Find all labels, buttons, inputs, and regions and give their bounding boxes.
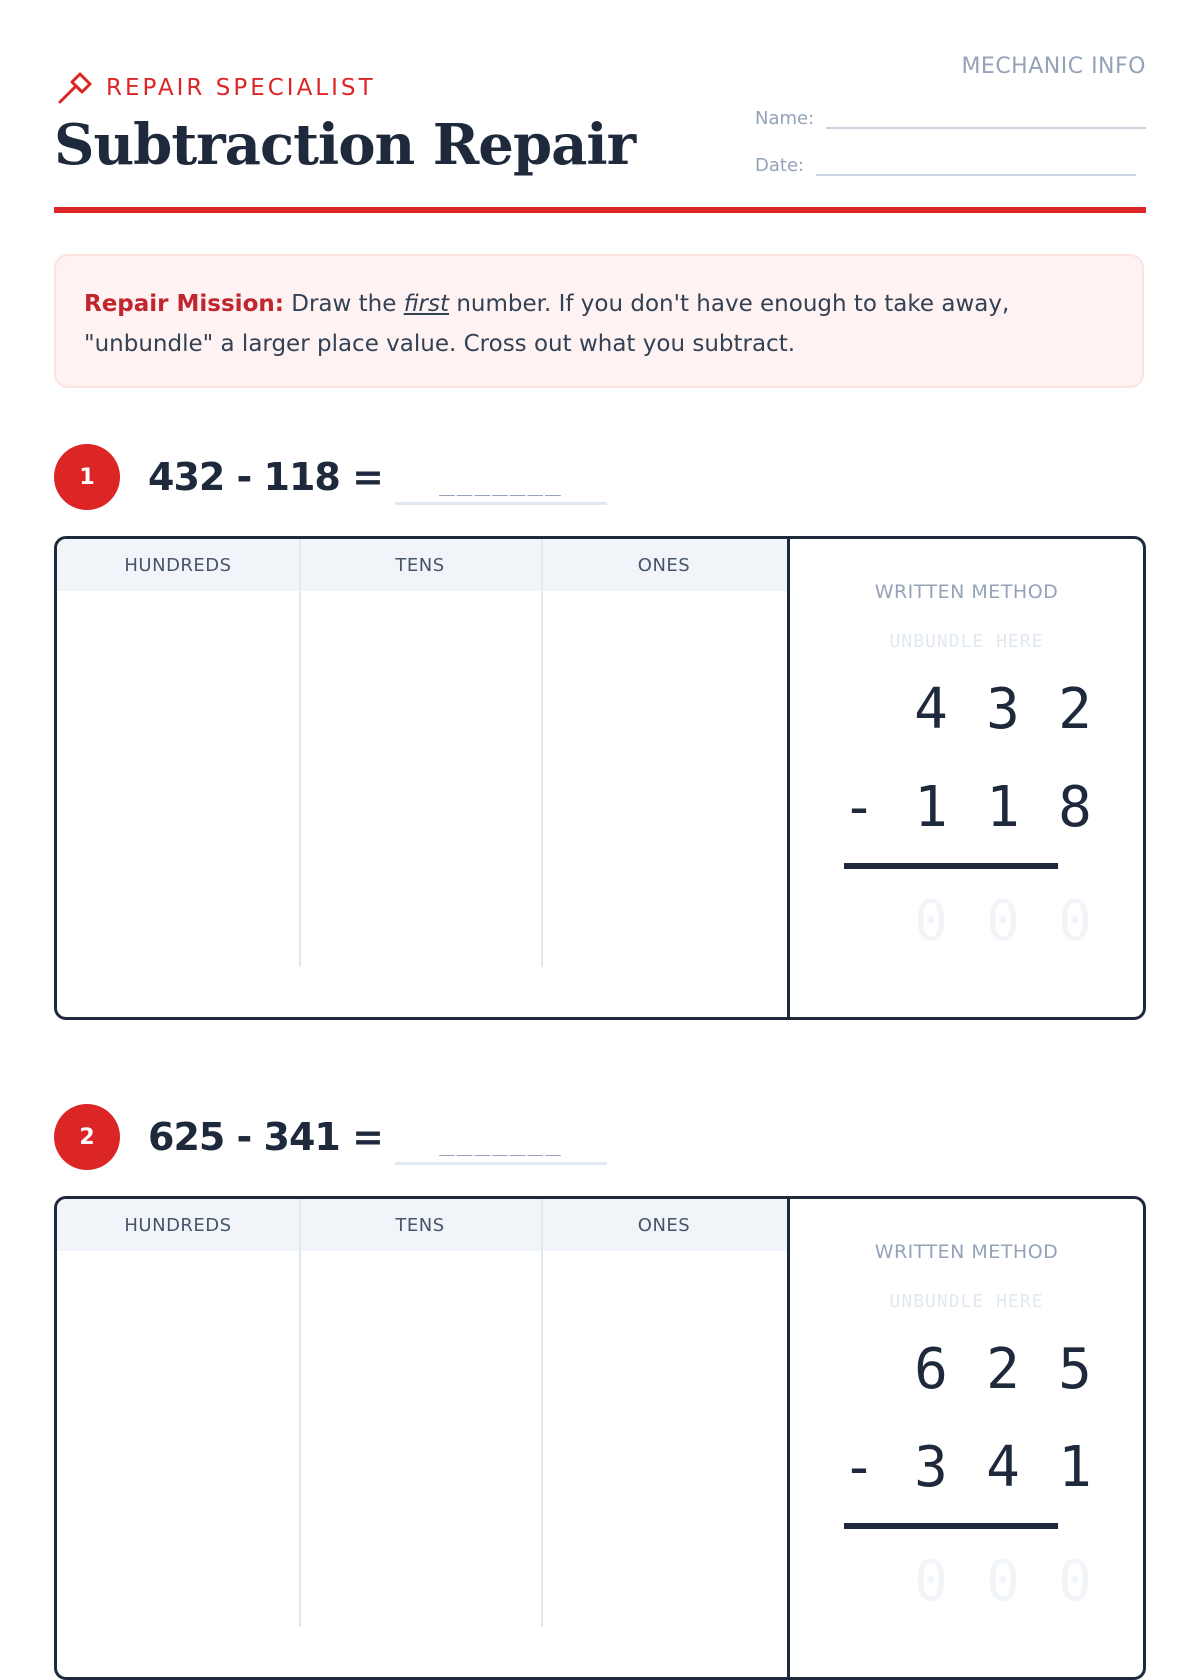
hammer-icon bbox=[54, 68, 94, 108]
result-placeholder-ones[interactable]: 0 bbox=[1058, 889, 1092, 954]
column-divider bbox=[541, 1199, 543, 1627]
brand bbox=[54, 68, 376, 108]
written-method-label: WRITTEN METHOD bbox=[874, 581, 1059, 603]
mission-text-after: number. If you don't have enough to take away, "unbundle" a larger place value. Cross out what you subtract. bbox=[84, 291, 1010, 357]
column-divider bbox=[541, 539, 543, 967]
column-header-tens: TENS bbox=[395, 1214, 445, 1236]
date-input-line[interactable] bbox=[816, 152, 1136, 176]
column-header-tens: TENS bbox=[395, 554, 445, 576]
minus-sign: - bbox=[842, 775, 876, 840]
bottom-digit-tens: 4 bbox=[986, 1435, 1020, 1500]
top-digit-ones: 5 bbox=[1058, 1337, 1092, 1402]
work-box bbox=[54, 1196, 1146, 1680]
unbundle-here-label: UNBUNDLE HERE bbox=[889, 631, 1044, 652]
place-value-chart[interactable] bbox=[57, 539, 790, 1017]
page-title: Subtraction Repair bbox=[54, 112, 636, 178]
mission-label: Repair Mission: bbox=[84, 291, 284, 317]
result-placeholder-tens[interactable]: 0 bbox=[986, 1549, 1020, 1614]
brand-label: REPAIR SPECIALIST bbox=[106, 75, 376, 101]
bottom-digit-hundreds: 3 bbox=[914, 1435, 948, 1500]
result-placeholder-hundreds[interactable]: 0 bbox=[914, 1549, 948, 1614]
name-input-line[interactable] bbox=[826, 105, 1146, 129]
work-box bbox=[54, 536, 1146, 1020]
mechanic-info-title: MECHANIC INFO bbox=[961, 54, 1146, 79]
top-digit-tens: 2 bbox=[986, 1337, 1020, 1402]
sum-line bbox=[844, 1523, 1058, 1529]
mission-text-before: Draw the bbox=[283, 291, 404, 317]
problem-number-badge: 1 bbox=[54, 444, 120, 510]
unbundle-here-label: UNBUNDLE HERE bbox=[889, 1291, 1044, 1312]
sum-line bbox=[844, 863, 1058, 869]
problem-header bbox=[54, 444, 607, 510]
chart-header bbox=[57, 1199, 787, 1251]
answer-blank[interactable]: _______ bbox=[395, 462, 607, 505]
answer-blank[interactable]: _______ bbox=[395, 1122, 607, 1165]
place-value-chart[interactable] bbox=[57, 1199, 790, 1677]
result-placeholder-ones[interactable]: 0 bbox=[1058, 1549, 1092, 1614]
name-label: Name: bbox=[755, 108, 815, 129]
top-digit-tens: 3 bbox=[986, 677, 1020, 742]
top-digit-hundreds: 6 bbox=[914, 1337, 948, 1402]
column-header-ones: ONES bbox=[637, 554, 691, 576]
chart-header bbox=[57, 539, 787, 591]
written-method-panel bbox=[790, 539, 1143, 1017]
problem-header bbox=[54, 1104, 607, 1170]
bottom-digit-ones: 8 bbox=[1058, 775, 1092, 840]
top-digit-ones: 2 bbox=[1058, 677, 1092, 742]
header-divider bbox=[54, 207, 1146, 213]
column-divider bbox=[299, 539, 301, 967]
result-placeholder-tens[interactable]: 0 bbox=[986, 889, 1020, 954]
date-field bbox=[755, 152, 1136, 176]
bottom-digit-hundreds: 1 bbox=[914, 775, 948, 840]
minus-sign: - bbox=[842, 1435, 876, 1500]
bottom-digit-ones: 1 bbox=[1058, 1435, 1092, 1500]
column-header-hundreds: HUNDREDS bbox=[124, 1214, 232, 1236]
column-divider bbox=[299, 1199, 301, 1627]
date-label: Date: bbox=[755, 155, 805, 176]
written-method-panel bbox=[790, 1199, 1143, 1677]
result-placeholder-hundreds[interactable]: 0 bbox=[914, 889, 948, 954]
problem-equation: 432 - 118 = bbox=[148, 455, 383, 499]
column-header-ones: ONES bbox=[637, 1214, 691, 1236]
written-method-label: WRITTEN METHOD bbox=[874, 1241, 1059, 1263]
top-digit-hundreds: 4 bbox=[914, 677, 948, 742]
problem-equation: 625 - 341 = bbox=[148, 1115, 383, 1159]
column-header-hundreds: HUNDREDS bbox=[124, 554, 232, 576]
name-field bbox=[755, 105, 1146, 129]
bottom-digit-tens: 1 bbox=[986, 775, 1020, 840]
problem-number-badge: 2 bbox=[54, 1104, 120, 1170]
mission-box bbox=[54, 254, 1144, 388]
mission-emphasis: first bbox=[403, 291, 450, 317]
